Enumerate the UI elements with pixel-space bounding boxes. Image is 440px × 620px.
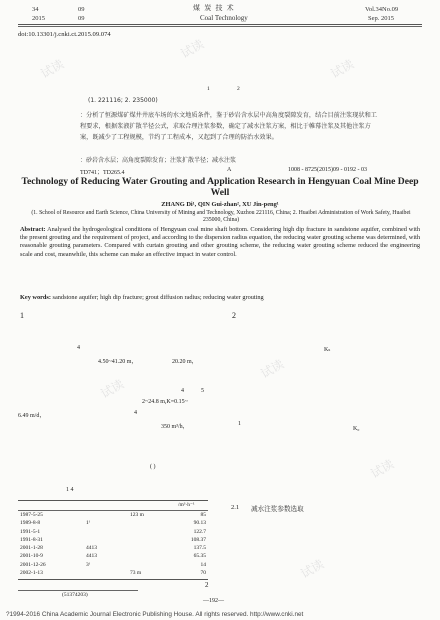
table-cell: 108.37 [190,536,206,543]
body-text-num: 5 [201,388,204,394]
author-mark-1: 1 [207,86,210,92]
section-2-marker: 2 [205,581,209,589]
subsection-title: 减水注浆参数选取 [251,505,304,513]
table-cell [84,528,128,536]
table-cell: 73 m [130,570,142,577]
watermark: 试读 [178,36,207,61]
table-cell: 2001-10-9 [20,553,43,560]
water-inflow-table [18,511,208,577]
table-unit: /m³·h⁻¹ [178,502,195,508]
table-cell: 1987-5-25 [20,512,43,518]
header-rule-thin [18,26,422,27]
table-cell [128,552,172,560]
table-cell: 122.7 [193,528,206,535]
keywords-label: Key words: [20,294,51,301]
watermark: 试读 [98,376,127,401]
section-2-heading: 2 [232,311,236,320]
subsection-number: 2.1 [231,504,240,511]
affiliation-en: (1. School of Resource and Earth Science, China University of Mining and Technology, Xuzhou 221116, China; 2. Huaibei Administration of Work Safety, Huaibei 235000, China) [31,210,411,224]
body-text-num: 1 [238,421,241,427]
clc-number: TD741；TD265.4 [80,170,125,176]
body-text-value: 20.20 m， [172,359,198,365]
abstract-cn: ：分析了恒源煤矿煤井井底车场的水文地质条件，鉴于砂岩含水层中高角度裂隙发育，结合目前注浆现状和工程要求，根据浆液扩散半径公式，求取合理注浆参数，确定了减水注浆方案，相比于帷幕注浆及其他注浆方案，既减少了工程规模，节约了工程成本，又起到了合理的防治水效果。 [80,112,377,141]
table-row [18,569,208,577]
table-cell: 1991-8-31 [20,536,43,543]
page-number: —192— [203,598,224,604]
symbol-k0: K₀ [353,426,360,432]
watermark: 试读 [38,56,67,81]
keywords-text: sandstone aquifer; high dip fracture; grout diffusion radius; reducing water grouting [50,294,264,301]
table-top-rule [18,500,208,501]
abstract-text: Analysed the hydrogeological conditions of Hengyuan coal mine shaft bottom. Considering high dip fracture in sandstone aquifer, combined with the present grouting and the requirement of project, and according to the dispersion radius equation, the reducing water grouting scheme was determined, with reasonable grouting parameters. Compared with curtain grouting and other grouting scheme, the reducing water grouting scheme reduced the engineering scale and cost, meanwhile, this scheme can make an effective impact in water control. [20,226,420,258]
title-en: Technology of Reducing Water Grouting and Application Research in Hengyuan Coal Mine Deep Well [21,176,419,198]
document-code: A [227,167,232,173]
table-cell [128,536,172,544]
table-row [18,536,208,544]
affiliation-cn: (1. 221116; 2. 235000) [88,97,158,104]
table-cell: 90.13 [193,520,206,527]
author-mark-2: 2 [237,86,240,92]
keywords-en [20,294,420,302]
volume-number: 34 [32,6,39,13]
abstract-en [20,226,420,259]
table-title: 1 4 [66,487,74,493]
authors-en: ZHANG Di¹, QIN Gui-zhan², XU Jin-peng¹ [161,201,279,208]
keywords-cn: ：砂岩含水层；高角度裂隙发育；注浆扩散半径；减水注浆 [80,157,237,164]
table-cell: 85 [200,512,206,518]
table-row [18,544,208,552]
date-en: Sep. 2015 [368,15,394,22]
header-rule [18,24,422,25]
table-cell: 1991-5-1 [20,528,41,535]
table-row [18,552,208,560]
year: 2015 [32,15,45,22]
table-cell [128,544,172,552]
table-bottom-rule [18,579,208,580]
table-row [18,561,208,569]
watermark: 试读 [298,556,327,581]
body-text-num: 4 [181,388,184,394]
table-cell [84,569,128,577]
body-text-num: 4 [134,410,137,416]
footnote-rule [18,590,138,591]
table-cell [128,528,172,536]
table-cell [128,519,172,527]
table-cell: 3ᶠ [86,561,90,568]
table-cell: 137.5 [193,545,206,552]
body-text-paren: ( ) [150,464,156,470]
table-cell: 2001-12-26 [20,561,46,568]
table-cell: 4413 [86,545,97,552]
article-number: 1008 - 8725(2015)09 - 0192 - 03 [288,167,367,173]
watermark: 试读 [258,356,287,381]
table-row [18,511,208,519]
table-cell: 123 m [130,512,144,518]
table-cell: 1ᶠ [86,520,90,527]
fund-number: (51374203) [62,592,88,598]
section-1-heading: 1 [20,311,24,320]
body-text-value: 6.49 m/d， [18,413,46,419]
journal-name-cn: 煤 炭 技 术 [193,4,235,12]
table-cell: 14 [200,561,206,568]
doi: doi:10.13301/j.cnki.ct.2015.09.074 [18,31,111,38]
table-cell [84,511,128,519]
table-row [18,519,208,527]
journal-name-en: Coal Technology [200,14,248,22]
issue-number: 09 [78,6,85,13]
table-cell: 70 [200,570,206,577]
body-text-range: 2~24.8 m,K=0.15~ [142,399,188,405]
volume-en: Vol.34No.09 [365,6,399,13]
month: 09 [78,15,85,22]
watermark: 试读 [328,56,357,81]
watermark: 试读 [368,456,397,481]
table-cell: 4413 [86,553,97,560]
table-cell: 2002-1-13 [20,570,43,577]
abstract-label: Abstract: [20,226,46,233]
table-cell [128,561,172,569]
body-text-range: 4.50~41.20 m， [98,359,138,365]
symbol-ks: Kₛ [324,347,331,353]
table-cell: 65.35 [193,553,206,560]
table-row [18,528,208,536]
table-cell: 2001-1-28 [20,545,43,552]
body-text-value: 350 m³/h， [161,424,189,430]
table-cell [84,536,128,544]
copyright-footer: ?1994-2016 China Academic Journal Electronic Publishing House. All rights reserved. http://www.cnki.net [6,611,304,618]
table-cell: 1989-8-8 [20,520,41,527]
body-text-num: 4 [77,345,80,351]
